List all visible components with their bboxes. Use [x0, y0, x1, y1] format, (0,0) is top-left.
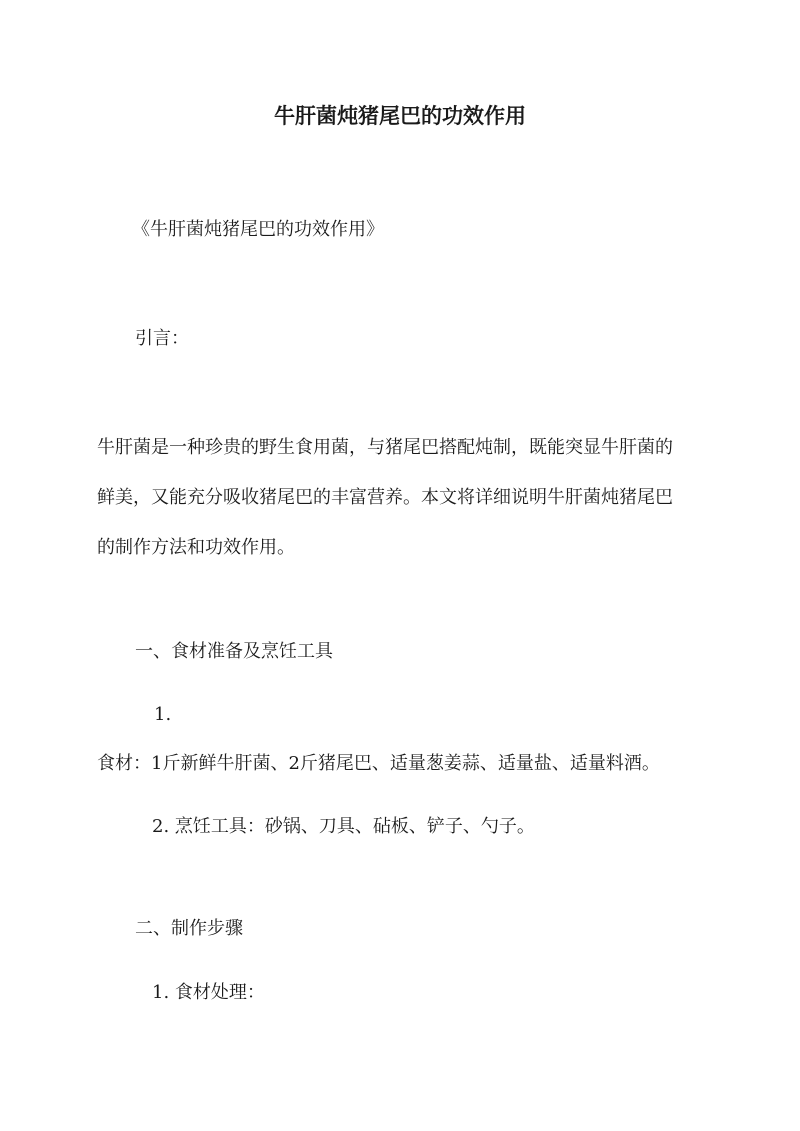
section1-heading: 一、食材准备及烹饪工具: [135, 641, 333, 662]
section1-item2-text: 2. 烹饪工具：砂锅、刀具、砧板、铲子、勺子。: [152, 816, 535, 837]
intro-line-2: 鲜美，又能充分吸收猪尾巴的丰富营养。本文将详细说明牛肝菌炖猪尾巴: [97, 487, 673, 508]
section1-item1-text: 食材：1斤新鲜牛肝菌、2斤猪尾巴、适量葱姜蒜、适量盐、适量料酒。: [97, 753, 660, 774]
section1-item1-number: 1.: [154, 704, 172, 725]
intro-line-3: 的制作方法和功效作用。: [97, 537, 295, 558]
intro-line-1: 牛肝菌是一种珍贵的野生食用菌，与猪尾巴搭配炖制，既能突显牛肝菌的: [97, 437, 673, 458]
document-title: 牛肝菌炖猪尾巴的功效作用: [274, 103, 526, 128]
intro-heading: 引言：: [135, 328, 189, 349]
section2-item1-text: 1. 食材处理：: [152, 982, 265, 1003]
document-subtitle: 《牛肝菌炖猪尾巴的功效作用》: [132, 219, 384, 240]
section2-heading: 二、制作步骤: [135, 918, 243, 939]
